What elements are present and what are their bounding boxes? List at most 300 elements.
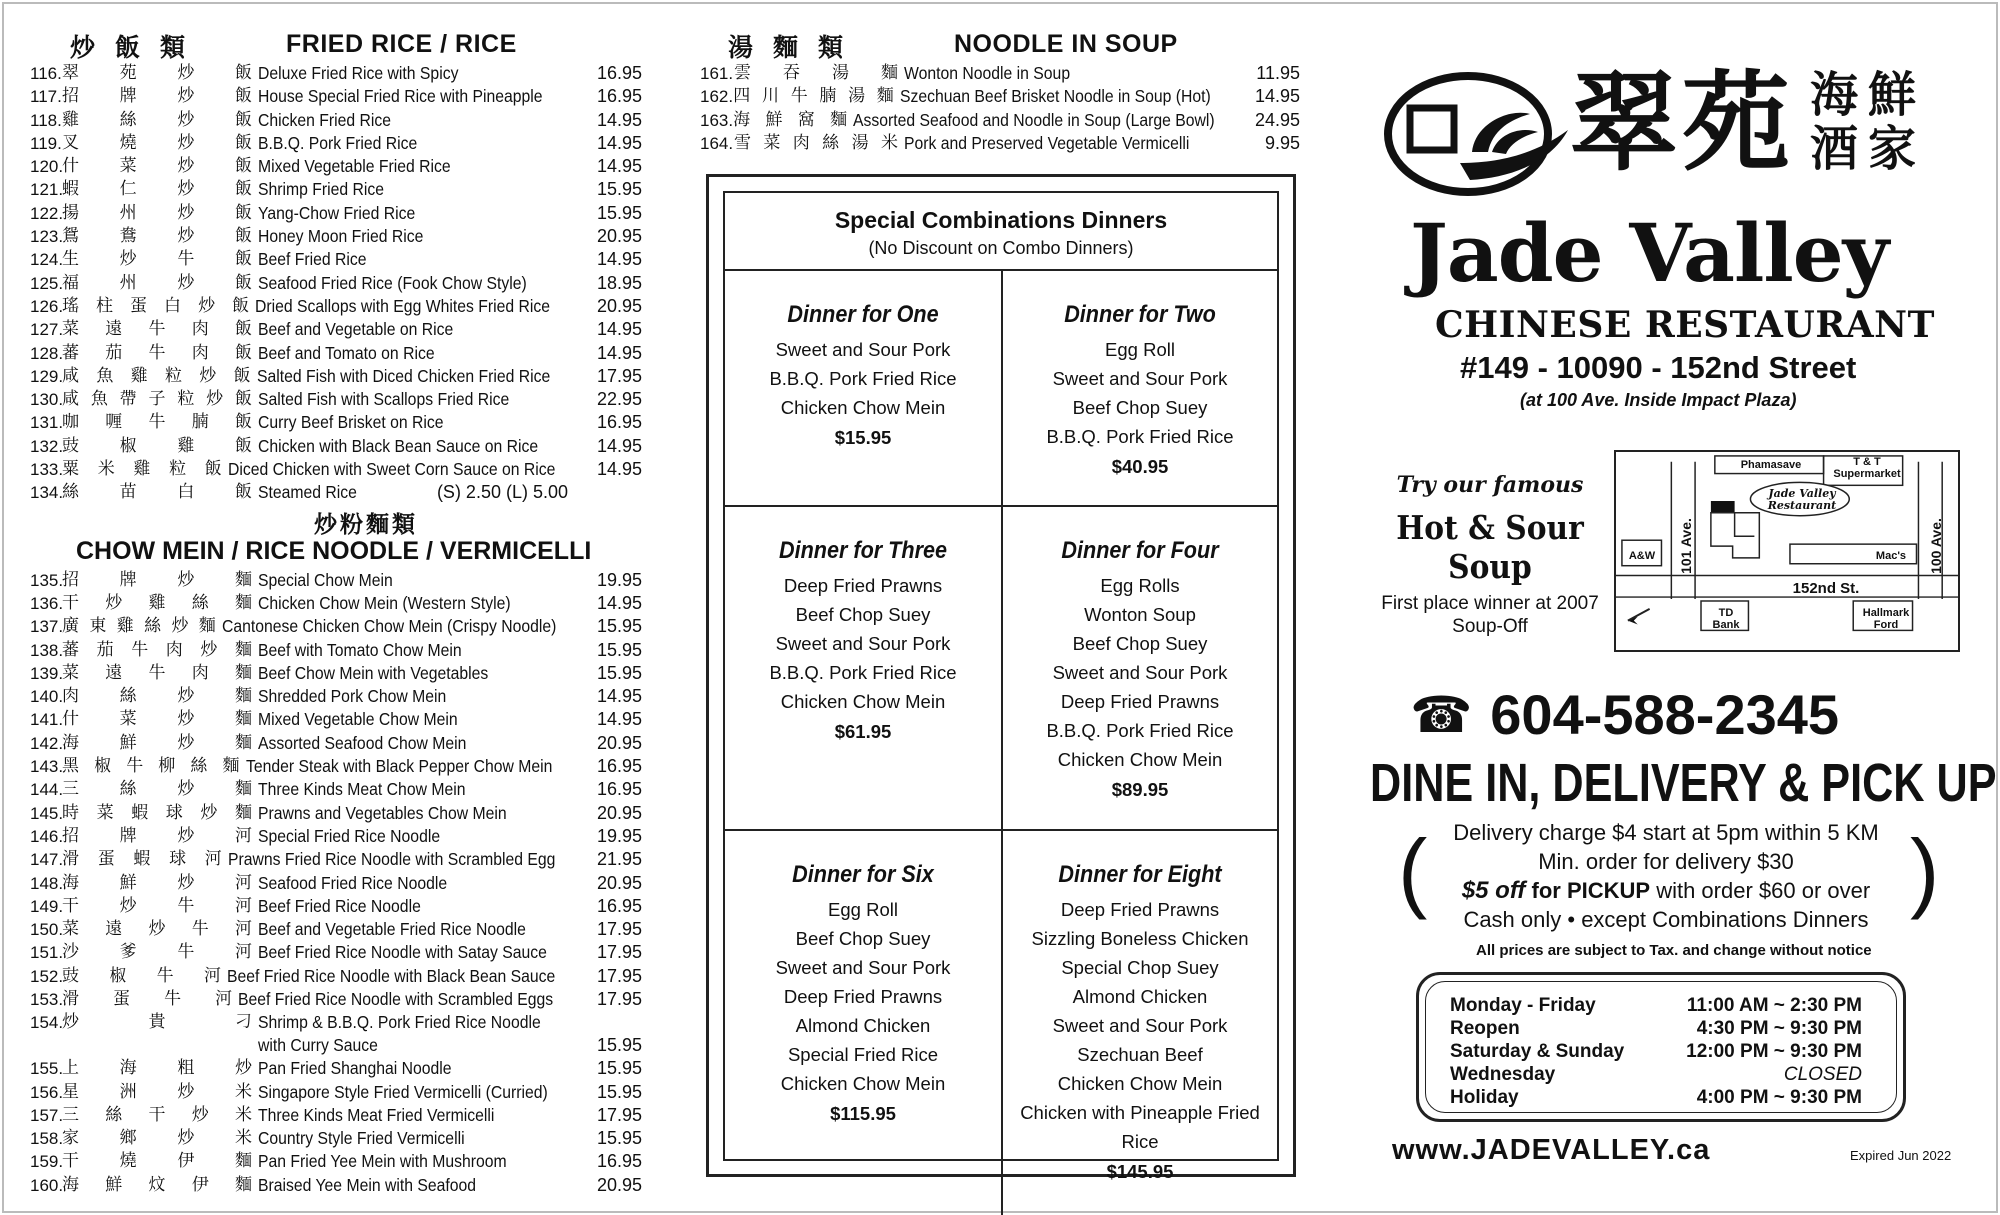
item-price: 14.95 [596, 156, 642, 177]
soup-promo [1370, 472, 1610, 638]
item-number: 122. [30, 203, 64, 223]
item-name-en: Deluxe Fried Rice with Spicy [258, 63, 459, 83]
combo-dinner [1001, 831, 1277, 1215]
item-name-en: House Special Fried Rice with Pineapple [258, 86, 543, 107]
item-number: 143. [30, 757, 64, 777]
item-number: 128. [30, 343, 64, 363]
combo-name: Dinner for Two [1064, 301, 1216, 328]
item-number: 121. [30, 180, 64, 200]
address: #149 - 10090 - 152nd Street [1460, 350, 1857, 385]
opening-hours [1416, 972, 1906, 1122]
menu-item [30, 872, 642, 895]
item-name-cn: 粟 米 雞 粒 飯 [62, 459, 222, 480]
item-name-en: Prawns Fried Rice Noodle with Scrambled Egg [227, 849, 556, 870]
menu-item [30, 1174, 642, 1197]
menu-item [30, 481, 642, 504]
combo-header [725, 193, 1277, 271]
menu-item [30, 1127, 642, 1150]
combo-name: Dinner for Three [778, 537, 948, 564]
item-name-en: Assorted Seafood and Noodle in Soup (Large Bowl) [853, 109, 1215, 130]
menu-item [700, 85, 1300, 108]
hours-time: 11:00 AM ~ 2:30 PM [1686, 995, 1862, 1016]
combo-item: Szechuan Beef [1077, 1044, 1203, 1065]
item-name-en: Beef Fried Rice Noodle with Scrambled Eggs [238, 988, 554, 1009]
combo-item: B.B.Q. Pork Fried Rice [769, 368, 957, 389]
hours-time: CLOSED [1783, 1064, 1862, 1085]
combo-price: $40.95 [1111, 456, 1169, 477]
item-name-en: Pork and Preserved Vegetable Vermicelli [904, 132, 1190, 153]
item-price: 20.95 [596, 872, 642, 893]
item-name-en: Country Style Fried Vermicelli [258, 1128, 465, 1149]
item-number: 116. [30, 64, 62, 83]
menu-item [30, 388, 642, 411]
item-name-en: Wonton Noodle in Soup [904, 63, 1071, 83]
item-name-cn: 四 川 牛 腩 湯 麵 [733, 86, 894, 107]
item-number: 162. [700, 87, 734, 107]
item-name-cn: 干 燒 伊 麵 [62, 1151, 252, 1172]
item-price: 14.95 [596, 109, 642, 130]
menu-item [30, 895, 642, 918]
item-price: (S) 2.50 (L) 5.00 [436, 482, 568, 503]
item-name-cn: 生 炒 牛 飯 [62, 249, 252, 270]
menu-item [30, 1081, 642, 1104]
item-price: 16.95 [596, 412, 642, 433]
item-number: 158. [30, 1129, 64, 1149]
item-price: 19.95 [596, 825, 642, 846]
map-aw: A&W [1628, 550, 1656, 562]
hours-time: 4:30 PM ~ 9:30 PM [1696, 1018, 1862, 1039]
combo-item: Deep Fried Prawns [783, 986, 943, 1007]
combo-price: $15.95 [834, 427, 892, 448]
item-name-cn: 蝦 仁 炒 飯 [62, 179, 252, 200]
combo-dinner [725, 271, 1001, 505]
map-hallmark: Hallmark Ford [1862, 607, 1910, 631]
item-name-en: B.B.Q. Pork Fried Rice [258, 132, 418, 153]
item-number: 157. [30, 1105, 64, 1125]
hours-time: 4:00 PM ~ 9:30 PM [1696, 1087, 1862, 1108]
item-name-en: Pan Fried Shanghai Noodle [258, 1058, 452, 1079]
phone-text: 604-588-2345 [1490, 683, 1840, 746]
menu-item [700, 62, 1300, 85]
item-name-en: Three Kinds Meat Fried Vermicelli [258, 1104, 495, 1125]
item-price: 17.95 [596, 965, 642, 986]
item-price: 15.95 [596, 179, 642, 200]
item-number: 145. [30, 803, 64, 823]
combo-item: Sweet and Sour Pork [1052, 1015, 1228, 1036]
item-name-cn: 沙 爹 牛 河 [62, 942, 252, 963]
item-name-cn: 咖 喱 牛 腩 飯 [62, 412, 252, 433]
item-name-en: Szechuan Beef Brisket Noodle in Soup (Hot) [899, 86, 1211, 107]
delivery-charge: Delivery charge $4 start at 5pm within 5 KM [1453, 820, 1879, 845]
combo-row [725, 507, 1277, 831]
item-name-cn: 咸 魚 帶 子 粒 炒 飯 [62, 389, 252, 410]
combo-item: Chicken Chow Mein [780, 691, 946, 712]
combo-item: Almond Chicken [1072, 986, 1208, 1007]
item-name-cn: 滑 蛋 牛 河 [62, 988, 233, 1009]
logo [1380, 58, 1940, 228]
item-number: 147. [30, 850, 64, 870]
combo-name: Dinner for Four [1061, 537, 1219, 564]
menu-item [30, 755, 642, 778]
combo-row [725, 831, 1277, 1215]
item-price: 17.95 [596, 919, 642, 940]
item-name-cn: 三 絲 干 炒 米 [62, 1104, 252, 1125]
item-price: 15.95 [596, 202, 642, 223]
item-price: 17.95 [596, 942, 642, 963]
promo-soup: Hot & Sour Soup [1396, 508, 1584, 586]
item-number: 130. [30, 390, 64, 410]
combo-item: Chicken Chow Mein [780, 397, 946, 418]
restaurant-name: Jade Valley [1410, 206, 1889, 300]
item-name-cn: 招 牌 炒 河 [62, 825, 252, 846]
combo-item: Chicken Chow Mein [1057, 1073, 1223, 1094]
combo-dinner [1001, 271, 1277, 505]
item-name-cn: 時 菜 蝦 球 炒 麵 [62, 802, 252, 823]
item-name-en: Shrimp Fried Rice [258, 179, 385, 200]
menu-item [30, 941, 642, 964]
item-price: 11.95 [1256, 63, 1300, 83]
item-name-cn: 什 菜 炒 飯 [62, 156, 252, 177]
item-price: 15.95 [596, 1035, 642, 1056]
delivery-min: Min. order for delivery $30 [1538, 849, 1794, 874]
item-price: 15.95 [596, 639, 642, 660]
promo-award: First place winner at 2007 Soup-Off [1381, 593, 1599, 637]
item-name-cn: 干 炒 雞 絲 麵 [62, 592, 252, 613]
item-name-en: Curry Beef Brisket on Rice [258, 412, 444, 433]
item-price: 20.95 [596, 226, 642, 247]
menu-item [700, 109, 1300, 132]
menu-item [30, 62, 642, 85]
address-note: (at 100 Ave. Inside Impact Plaza) [1520, 390, 1797, 410]
item-name-cn: 海 鮮 炆 伊 麵 [62, 1174, 252, 1195]
item-number: 136. [30, 593, 64, 613]
item-name-cn: 家 鄉 炒 米 [62, 1128, 252, 1149]
item-price: 15.95 [596, 1081, 642, 1102]
hours-day: Monday - Friday [1450, 995, 1596, 1016]
item-name-cn: 菜 遠 牛 肉 飯 [62, 319, 252, 340]
item-name-cn: 滑 蛋 蝦 球 河 [62, 849, 222, 870]
hours-day: Holiday [1450, 1087, 1519, 1108]
chow-mein-title-en: CHOW MEIN / RICE NOODLE / VERMICELLI [76, 536, 592, 565]
item-name-en: Honey Moon Fried Rice [258, 226, 424, 247]
item-name-en: Yang-Chow Fried Rice [258, 202, 416, 223]
item-name-cn: 海 鮮 炒 河 [62, 872, 252, 893]
chow-mein-title-cn: 炒粉麵類 [314, 510, 418, 538]
menu-item [30, 109, 642, 132]
combo-item: Special Chop Suey [1061, 957, 1219, 978]
middle-menu-column [700, 28, 1300, 155]
item-price: 21.95 [596, 849, 642, 870]
menu-item [30, 592, 642, 615]
item-price: 14.95 [596, 709, 642, 730]
menu-item [30, 342, 642, 365]
menu-item [30, 458, 642, 481]
item-name-cn: 雪 菜 肉 絲 湯 米 [734, 132, 898, 153]
item-name-cn: 雲 吞 湯 麵 [734, 63, 898, 83]
item-price: 17.95 [596, 988, 642, 1009]
combo-item: Sweet and Sour Pork [1052, 368, 1228, 389]
item-price: 16.95 [596, 756, 642, 777]
map-tt: T & T Supermarket [1833, 456, 1901, 480]
fried-rice-header [30, 28, 642, 62]
item-price: 14.95 [1254, 86, 1300, 107]
item-name-en: Beef Fried Rice Noodle [258, 895, 421, 916]
item-price: 14.95 [596, 249, 642, 270]
restaurant-info-panel [1370, 40, 1997, 1190]
fried-rice-list [30, 62, 642, 505]
item-number: 154. [30, 1013, 64, 1033]
combo-item: Beef Chop Suey [1072, 633, 1208, 654]
item-number: 156. [30, 1082, 64, 1102]
item-number: 131. [30, 413, 64, 433]
combo-price: $145.95 [1106, 1161, 1174, 1182]
item-name-en: Steamed Rice [258, 482, 357, 503]
item-number: 118. [30, 110, 62, 130]
combo-name: Dinner for One [787, 301, 939, 328]
menu-item [30, 615, 642, 638]
item-name-cn: 叉 燒 炒 飯 [62, 132, 252, 153]
combo-title: Special Combinations Dinners [834, 207, 1168, 233]
item-name-en: Cantonese Chicken Chow Mein (Crispy Noodle) [221, 616, 557, 637]
menu-item [30, 662, 642, 685]
item-number: 153. [30, 989, 64, 1009]
menu-item [30, 365, 642, 388]
fried-rice-title-cn: 炒飯類 [70, 33, 206, 62]
item-name-en: Salted Fish with Scallops Fried Rice [258, 389, 510, 410]
left-bracket: ( [1398, 821, 1428, 920]
item-price: 15.95 [596, 1128, 642, 1149]
combo-rows [725, 271, 1277, 1215]
item-price: 15.95 [596, 1058, 642, 1079]
hours-row [1450, 1040, 1876, 1063]
item-name-cn: 咸 魚 雞 粒 炒 飯 [62, 365, 251, 386]
noodle-soup-title-cn: 湯麵類 [728, 33, 864, 62]
tax-note: All prices are subject to Tax. and change without notice [1476, 942, 1872, 959]
map-phamasave: Phamasave [1740, 459, 1802, 471]
item-number: 127. [30, 320, 64, 340]
restaurant-subtitle: CHINESE RESTAURANT [1435, 304, 1935, 346]
combo-item: Beef Chop Suey [795, 604, 931, 625]
hours-list [1425, 981, 1897, 1113]
item-name-en: Shrimp & B.B.Q. Pork Fried Rice Noodle with Curry Sauce [258, 1012, 541, 1056]
item-name-en: Special Chow Mein [258, 569, 393, 590]
item-name-cn: 海 鮮 炒 麵 [62, 732, 252, 753]
location-map [1614, 450, 1960, 652]
phone-number[interactable] [1410, 682, 1839, 747]
item-name-en: Dried Scallops with Egg Whites Fried Rice [255, 295, 551, 316]
menu-item [700, 132, 1300, 155]
item-name-cn: 翠 苑 炒 飯 [62, 63, 252, 83]
item-name-cn: 揚 州 炒 飯 [62, 202, 252, 223]
item-number: 119. [30, 133, 62, 153]
combo-item: Egg Rolls [1100, 575, 1180, 596]
item-price: 18.95 [596, 272, 642, 293]
menu-item [30, 225, 642, 248]
item-name-cn: 菜 遠 牛 肉 麵 [62, 662, 252, 683]
item-name-en: Shredded Pork Chow Mein [258, 686, 447, 707]
item-number: 123. [30, 227, 64, 247]
item-name-en: Chicken with Black Bean Sauce on Rice [258, 435, 539, 456]
menu-item [30, 178, 642, 201]
item-name-cn: 招 牌 炒 麵 [62, 569, 252, 590]
item-price: 20.95 [596, 732, 642, 753]
website-link[interactable]: www.JADEVALLEY.ca [1392, 1134, 1711, 1166]
menu-item [30, 778, 642, 801]
menu-item [30, 732, 642, 755]
item-name-en: Mixed Vegetable Chow Mein [258, 709, 458, 730]
item-name-en: Beef and Vegetable on Rice [258, 319, 454, 340]
combo-item: Wonton Soup [1084, 604, 1196, 625]
item-number: 155. [30, 1059, 64, 1079]
item-name-en: Three Kinds Meat Chow Mein [258, 779, 466, 800]
item-price: 16.95 [596, 1151, 642, 1172]
item-price: 14.95 [596, 319, 642, 340]
combo-dinner [725, 831, 1001, 1215]
item-name-en: Seafood Fried Rice (Fook Chow Style) [258, 272, 527, 293]
map-100-ave: 100 Ave. [1928, 518, 1944, 574]
item-name-cn: 豉 椒 雞 飯 [62, 435, 252, 456]
item-number: 124. [30, 250, 64, 270]
menu-item [30, 569, 642, 592]
menu-item [30, 155, 642, 178]
hours-row [1450, 1017, 1876, 1040]
chow-mein-list [30, 569, 642, 1197]
item-name-en: Beef Fried Rice [258, 249, 367, 270]
noodle-soup-title-en: NOODLE IN SOUP [954, 30, 1178, 58]
expiry-note: Expired Jun 2022 [1850, 1148, 1952, 1163]
payment-note: Cash only • except Combinations Dinners [1463, 907, 1869, 932]
menu-item [30, 435, 642, 458]
logo-chinese-name: 翠苑 [1570, 60, 1795, 186]
item-price: 15.95 [596, 616, 642, 637]
item-number: 134. [30, 483, 64, 503]
hours-row [1450, 994, 1876, 1017]
hours-day: Reopen [1450, 1018, 1520, 1039]
combo-item: Sizzling Boneless Chicken [1031, 928, 1249, 949]
menu-item [30, 1011, 642, 1057]
item-number: 129. [30, 366, 64, 386]
item-name-en: Tender Steak with Black Pepper Chow Mein [245, 756, 552, 777]
combo-item: Deep Fried Prawns [783, 575, 943, 596]
item-name-cn: 福 州 炒 飯 [62, 272, 252, 293]
combo-item: Egg Roll [1105, 339, 1175, 360]
noodle-soup-list [700, 62, 1300, 155]
combo-item: Chicken Chow Mein [780, 1073, 946, 1094]
item-number: 133. [30, 460, 64, 480]
item-price: 20.95 [596, 295, 642, 316]
item-price: 19.95 [596, 569, 642, 590]
item-name-cn: 瑤 柱 蛋 白 炒 飯 [62, 295, 250, 316]
combo-row [725, 271, 1277, 507]
item-number: 132. [30, 436, 64, 456]
combo-item: Egg Roll [828, 899, 898, 920]
menu-item [30, 685, 642, 708]
item-name-cn: 鴛 鴦 炒 飯 [62, 226, 252, 247]
menu-item [30, 1057, 642, 1080]
item-name-en: Braised Yee Mein with Seafood [258, 1174, 477, 1195]
item-number: 151. [30, 943, 64, 963]
item-name-en: Salted Fish with Diced Chicken Fried Rice [256, 365, 550, 386]
item-name-cn: 三 絲 炒 麵 [62, 779, 252, 800]
combo-name: Dinner for Eight [1058, 861, 1222, 888]
service-options: DINE IN, DELIVERY & PICK UP [1370, 753, 1997, 813]
item-name-en: Beef Fried Rice Noodle with Black Bean Sauce [227, 965, 556, 986]
item-name-cn: 菜 遠 炒 牛 河 [62, 919, 252, 940]
combo-item: Special Fried Rice [787, 1044, 939, 1065]
item-number: 135. [30, 570, 64, 590]
menu-item [30, 988, 642, 1011]
menu-item [30, 202, 642, 225]
combo-item: Sweet and Sour Pork [1052, 662, 1228, 683]
item-name-cn: 炒 貴 刁 [62, 1012, 252, 1033]
item-number: 142. [30, 733, 64, 753]
item-price: 14.95 [596, 686, 642, 707]
left-menu-column [30, 28, 642, 1197]
menu-item [30, 708, 642, 731]
item-number: 160. [30, 1175, 64, 1195]
item-price: 16.95 [596, 86, 642, 107]
item-name-en: Beef and Vegetable Fried Rice Noodle [258, 919, 526, 940]
menu-item [30, 85, 642, 108]
map-macs: Mac's [1875, 550, 1907, 562]
item-name-cn: 豉 椒 牛 河 [62, 965, 221, 986]
item-name-cn: 海 鮮 窩 麵 [733, 109, 848, 130]
combo-item: B.B.Q. Pork Fried Rice [769, 662, 957, 683]
item-number: 164. [700, 133, 734, 153]
hours-row [1450, 1063, 1876, 1086]
item-number: 138. [30, 640, 64, 660]
menu-item [30, 248, 642, 271]
item-price: 16.95 [596, 895, 642, 916]
item-name-en: Chicken Fried Rice [258, 109, 392, 130]
map-101-ave: 101 Ave. [1678, 518, 1694, 574]
pickup-discount: $5 off for PICKUP with order $60 or over [1461, 877, 1871, 904]
menu-item [30, 1104, 642, 1127]
fried-rice-title-en: FRIED RICE / RICE [286, 30, 517, 58]
item-number: 117. [30, 87, 62, 107]
item-name-en: Pan Fried Yee Mein with Mushroom [258, 1151, 507, 1172]
item-number: 150. [30, 920, 64, 940]
item-number: 161. [700, 64, 734, 83]
item-number: 120. [30, 157, 64, 177]
item-number: 140. [30, 687, 64, 707]
item-number: 141. [30, 710, 64, 730]
hours-day: Saturday & Sunday [1450, 1041, 1625, 1062]
combo-subtitle: (No Discount on Combo Dinners) [868, 238, 1134, 258]
item-name-en: Seafood Fried Rice Noodle [258, 872, 448, 893]
item-name-cn: 絲 苗 白 飯 [62, 482, 252, 503]
item-name-cn: 招 牌 炒 飯 [62, 86, 252, 107]
combo-price: $89.95 [1111, 779, 1169, 800]
jade-logo-icon [1380, 68, 1570, 198]
combo-name: Dinner for Six [792, 861, 934, 888]
menu-item [30, 1150, 642, 1173]
menu-item [30, 802, 642, 825]
item-number: 139. [30, 663, 64, 683]
item-price: 14.95 [596, 459, 642, 480]
combo-item: Deep Fried Prawns [1060, 899, 1220, 920]
combo-item: Sweet and Sour Pork [775, 957, 951, 978]
menu-item [30, 848, 642, 871]
combo-dinner [1001, 507, 1277, 829]
combo-item: Chicken Chow Mein [1057, 749, 1223, 770]
item-price: 22.95 [596, 389, 642, 410]
map-td-bank: TD Bank [1712, 607, 1740, 631]
combo-item: Almond Chicken [795, 1015, 931, 1036]
combo-item: B.B.Q. Pork Fried Rice [1046, 426, 1234, 447]
combo-item: Sweet and Sour Pork [775, 339, 951, 360]
combo-dinner [725, 507, 1001, 829]
